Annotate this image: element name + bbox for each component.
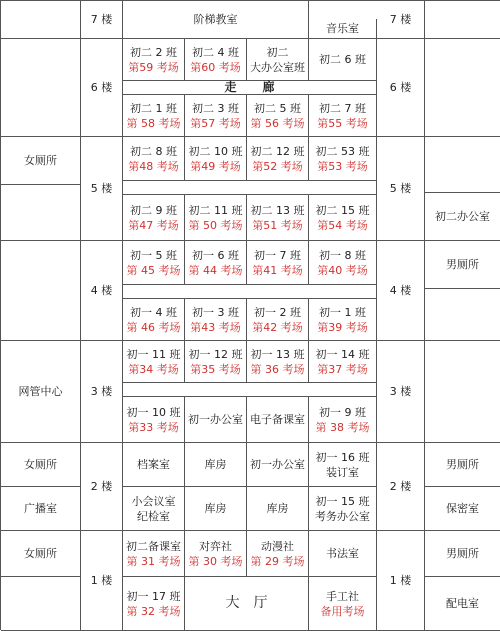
cell-hall — [185, 577, 309, 631]
cell-line: 网管中心 — [18, 385, 63, 398]
cell-line: 第52 考场 — [252, 159, 303, 173]
cell-floor-l-6 — [81, 39, 123, 137]
cell-side-l-5b — [1, 185, 81, 241]
cell-line: 第 32 考场 — [126, 604, 181, 618]
cell-line: 考务办公室 — [315, 509, 370, 523]
cell-c2-11 — [185, 195, 247, 241]
cell-line: 初二 2 班 — [130, 45, 177, 59]
cell-line: 库房 — [204, 502, 227, 515]
cell-gap-4 — [123, 285, 377, 299]
cell-line: 初二 5 班 — [254, 101, 301, 115]
cell-line: 初一 11 班 — [126, 347, 181, 361]
cell-e-prep — [247, 397, 309, 443]
cell-line: 初一 14 班 — [315, 347, 370, 361]
cell-c1-14 — [309, 341, 377, 383]
cell-line: 库房 — [204, 458, 227, 471]
cell-side-l-6 — [1, 39, 81, 137]
cell-c2-7 — [309, 95, 377, 137]
cell-c2-office-2 — [425, 193, 500, 241]
cell-line: 4 楼 — [90, 284, 113, 297]
cell-line: 初二 3 班 — [192, 101, 239, 115]
cell-store-2c — [247, 487, 309, 531]
cell-line: 初一 4 班 — [130, 305, 177, 319]
cell-line: 初二 6 班 — [319, 53, 366, 66]
cell-line: 第60 考场 — [190, 60, 241, 74]
cell-floor-r-2 — [377, 443, 425, 531]
cell-c2-4 — [185, 39, 247, 81]
cell-handcraft — [309, 577, 377, 631]
cell-line: 初二 9 班 — [130, 203, 177, 217]
cell-meeting — [123, 487, 185, 531]
cell-c1-10 — [123, 397, 185, 443]
cell-line: 初二 10 班 — [188, 144, 243, 158]
cell-side-l-4 — [1, 241, 81, 341]
cell-line: 初二 7 班 — [319, 101, 366, 115]
cell-line: 对弈社 — [199, 539, 232, 553]
cell-side-l-1b — [1, 577, 81, 631]
cell-line: 1 楼 — [90, 574, 113, 587]
cell-line: 1 楼 — [389, 574, 412, 587]
cell-line: 第 44 考场 — [188, 263, 243, 277]
cell-music-room — [309, 19, 377, 39]
cell-c2-12 — [247, 137, 309, 181]
cell-line: 大办公室班 — [250, 60, 305, 74]
cell-line: 初二备课室 — [126, 539, 181, 553]
cell-line: 第51 考场 — [252, 218, 303, 232]
cell-line: 档案室 — [137, 458, 170, 471]
cell-c1-5 — [123, 241, 185, 285]
cell-c2-13 — [247, 195, 309, 241]
cell-floor-l-4 — [81, 241, 123, 341]
cell-floor-l-5 — [81, 137, 123, 241]
cell-floor-r-5 — [377, 137, 425, 241]
cell-wc-m-1 — [425, 531, 500, 577]
cell-line: 动漫社 — [261, 539, 294, 553]
cell-line: 男厕所 — [446, 547, 479, 560]
cell-line: 7 楼 — [90, 13, 113, 26]
cell-c2-9 — [123, 195, 185, 241]
cell-line: 第57 考场 — [190, 116, 241, 130]
cell-line: 第42 考场 — [252, 320, 303, 334]
cell-floor-r-1 — [377, 531, 425, 631]
cell-side-r-3 — [425, 341, 500, 443]
cell-line: 初一 12 班 — [188, 347, 243, 361]
cell-line: 初二办公室 — [435, 210, 490, 223]
cell-line: 广播室 — [24, 502, 57, 515]
cell-c1-13 — [247, 341, 309, 383]
cell-c1-12 — [185, 341, 247, 383]
cell-side-r-5a — [425, 137, 500, 193]
cell-floor-l-1 — [81, 531, 123, 631]
cell-line: 第33 考场 — [128, 420, 179, 434]
cell-line: 初一 8 班 — [319, 248, 366, 262]
cell-line: 第41 考场 — [252, 263, 303, 277]
cell-line: 女厕所 — [24, 154, 57, 167]
cell-line: 第49 考场 — [190, 159, 241, 173]
cell-c1-office-2 — [247, 443, 309, 487]
cell-line: 初一 9 班 — [319, 405, 366, 419]
cell-line: 初一 5 班 — [130, 248, 177, 262]
cell-line: 第48 考场 — [128, 159, 179, 173]
cell-line: 初一 6 班 — [192, 248, 239, 262]
cell-c2-8 — [123, 137, 185, 181]
cell-line: 书法室 — [326, 547, 359, 560]
cell-line: 初一办公室 — [250, 458, 305, 471]
cell-archive — [123, 443, 185, 487]
cell-c2-2 — [123, 39, 185, 81]
cell-wc-f-1 — [1, 531, 81, 577]
cell-gap-3 — [123, 383, 377, 397]
cell-line: 初二 12 班 — [250, 144, 305, 158]
cell-c2-15 — [309, 195, 377, 241]
cell-line: 备用考场 — [320, 604, 365, 618]
cell-c1-9 — [309, 397, 377, 443]
cell-line: 第39 考场 — [317, 320, 368, 334]
cell-floor-l-7 — [81, 1, 123, 39]
cell-line: 初一办公室 — [188, 413, 243, 426]
cell-line: 音乐室 — [326, 22, 359, 35]
cell-c2-5 — [247, 95, 309, 137]
cell-floor-l-2 — [81, 443, 123, 531]
cell-store-2a — [185, 443, 247, 487]
cell-line: 第 36 考场 — [250, 362, 305, 376]
cell-line: 第 56 考场 — [250, 116, 305, 130]
cell-line: 初一 15 班 — [315, 494, 370, 508]
cell-line: 纪检室 — [137, 509, 170, 523]
cell-security — [425, 487, 500, 531]
cell-line: 第54 考场 — [317, 218, 368, 232]
cell-c1-16 — [309, 443, 377, 487]
cell-line: 第35 考场 — [190, 362, 241, 376]
cell-line: 初二 1 班 — [130, 101, 177, 115]
cell-stairs-classroom — [123, 1, 309, 39]
cell-line: 7 楼 — [389, 13, 412, 26]
cell-line: 初一 17 班 — [126, 589, 181, 603]
cell-line: 2 楼 — [389, 480, 412, 493]
cell-line: 第37 考场 — [317, 362, 368, 376]
cell-line: 6 楼 — [90, 81, 113, 94]
cell-store-2b — [185, 487, 247, 531]
cell-broadcast — [1, 487, 81, 531]
cell-line: 第 31 考场 — [126, 554, 181, 568]
cell-line: 初一 1 班 — [319, 305, 366, 319]
cell-c2-6 — [309, 39, 377, 81]
cell-c1-17 — [123, 577, 185, 631]
cell-line: 大厅 — [225, 595, 282, 611]
cell-line: 初二 15 班 — [315, 203, 370, 217]
cell-line: 3 楼 — [90, 385, 113, 398]
cell-side-r-4b — [425, 289, 500, 341]
cell-floor-l-3 — [81, 341, 123, 443]
cell-floor-r-6 — [377, 39, 425, 137]
cell-line: 保密室 — [446, 502, 479, 515]
cell-floor-r-7 — [377, 1, 425, 39]
cell-corridor — [123, 81, 377, 95]
cell-line: 第40 考场 — [317, 263, 368, 277]
cell-line: 阶梯教室 — [193, 13, 238, 26]
cell-line: 女厕所 — [24, 458, 57, 471]
cell-c1-office — [185, 397, 247, 443]
cell-line: 装订室 — [326, 465, 359, 479]
cell-network-center — [1, 341, 81, 443]
cell-line: 6 楼 — [389, 81, 412, 94]
cell-line: 初二 — [266, 45, 289, 59]
cell-line: 5 楼 — [389, 182, 412, 195]
cell-line: 初二 53 班 — [315, 144, 370, 158]
cell-line: 电子备课室 — [250, 413, 305, 426]
cell-line: 女厕所 — [24, 547, 57, 560]
cell-line: 初二 13 班 — [250, 203, 305, 217]
cell-c1-2 — [247, 299, 309, 341]
cell-line: 初一 13 班 — [250, 347, 305, 361]
cell-c1-15 — [309, 487, 377, 531]
cell-c1-3 — [185, 299, 247, 341]
cell-line: 2 楼 — [90, 480, 113, 493]
cell-line: 初二 8 班 — [130, 144, 177, 158]
cell-line: 初一 3 班 — [192, 305, 239, 319]
cell-line: 初一 10 班 — [126, 405, 181, 419]
cell-c2-office — [247, 39, 309, 81]
cell-line: 走廊 — [224, 80, 301, 94]
cell-c1-7 — [247, 241, 309, 285]
cell-line: 第 29 考场 — [250, 554, 305, 568]
cell-power-room — [425, 577, 500, 631]
cell-floor-r-3 — [377, 341, 425, 443]
cell-side-r-top — [425, 1, 500, 39]
cell-line: 第 38 考场 — [315, 420, 370, 434]
cell-line: 第 30 考场 — [188, 554, 243, 568]
cell-c2-1 — [123, 95, 185, 137]
cell-line: 库房 — [266, 502, 289, 515]
cell-line: 初二 4 班 — [192, 45, 239, 59]
cell-line: 小会议室 — [131, 494, 176, 508]
cell-line: 初一 16 班 — [315, 450, 370, 464]
cell-wc-m-4 — [425, 241, 500, 289]
cell-line: 第55 考场 — [317, 116, 368, 130]
cell-line: 第43 考场 — [190, 320, 241, 334]
cell-c1-6 — [185, 241, 247, 285]
cell-c2-prep — [123, 531, 185, 577]
cell-c2-53 — [309, 137, 377, 181]
cell-c2-10 — [185, 137, 247, 181]
cell-wc-m-2 — [425, 443, 500, 487]
cell-line: 初二 11 班 — [188, 203, 243, 217]
cell-line: 第59 考场 — [128, 60, 179, 74]
cell-line: 男厕所 — [446, 258, 479, 271]
cell-line: 第 46 考场 — [126, 320, 181, 334]
cell-line: 初一 7 班 — [254, 248, 301, 262]
cell-c1-4 — [123, 299, 185, 341]
cell-c2-3 — [185, 95, 247, 137]
cell-wc-f-2 — [1, 443, 81, 487]
cell-line: 5 楼 — [90, 182, 113, 195]
cell-c1-11 — [123, 341, 185, 383]
cell-line: 3 楼 — [389, 385, 412, 398]
cell-calligraphy — [309, 531, 377, 577]
cell-line: 第 45 考场 — [126, 263, 181, 277]
cell-line: 第 50 考场 — [188, 218, 243, 232]
cell-c1-8 — [309, 241, 377, 285]
cell-line: 男厕所 — [446, 458, 479, 471]
cell-line: 第47 考场 — [128, 218, 179, 232]
cell-c1-1 — [309, 299, 377, 341]
cell-anime — [247, 531, 309, 577]
cell-line: 手工社 — [326, 589, 359, 603]
cell-line: 第34 考场 — [128, 362, 179, 376]
cell-line: 4 楼 — [389, 284, 412, 297]
cell-side-l-top — [1, 1, 81, 39]
cell-floor-r-4 — [377, 241, 425, 341]
cell-side-r-6 — [425, 39, 500, 137]
cell-line: 配电室 — [446, 597, 479, 610]
cell-chess — [185, 531, 247, 577]
cell-line: 初一 2 班 — [254, 305, 301, 319]
cell-gap-5 — [123, 181, 377, 195]
cell-wc-f-5 — [1, 137, 81, 185]
cell-line: 第53 考场 — [317, 159, 368, 173]
cell-line: 第 58 考场 — [126, 116, 181, 130]
